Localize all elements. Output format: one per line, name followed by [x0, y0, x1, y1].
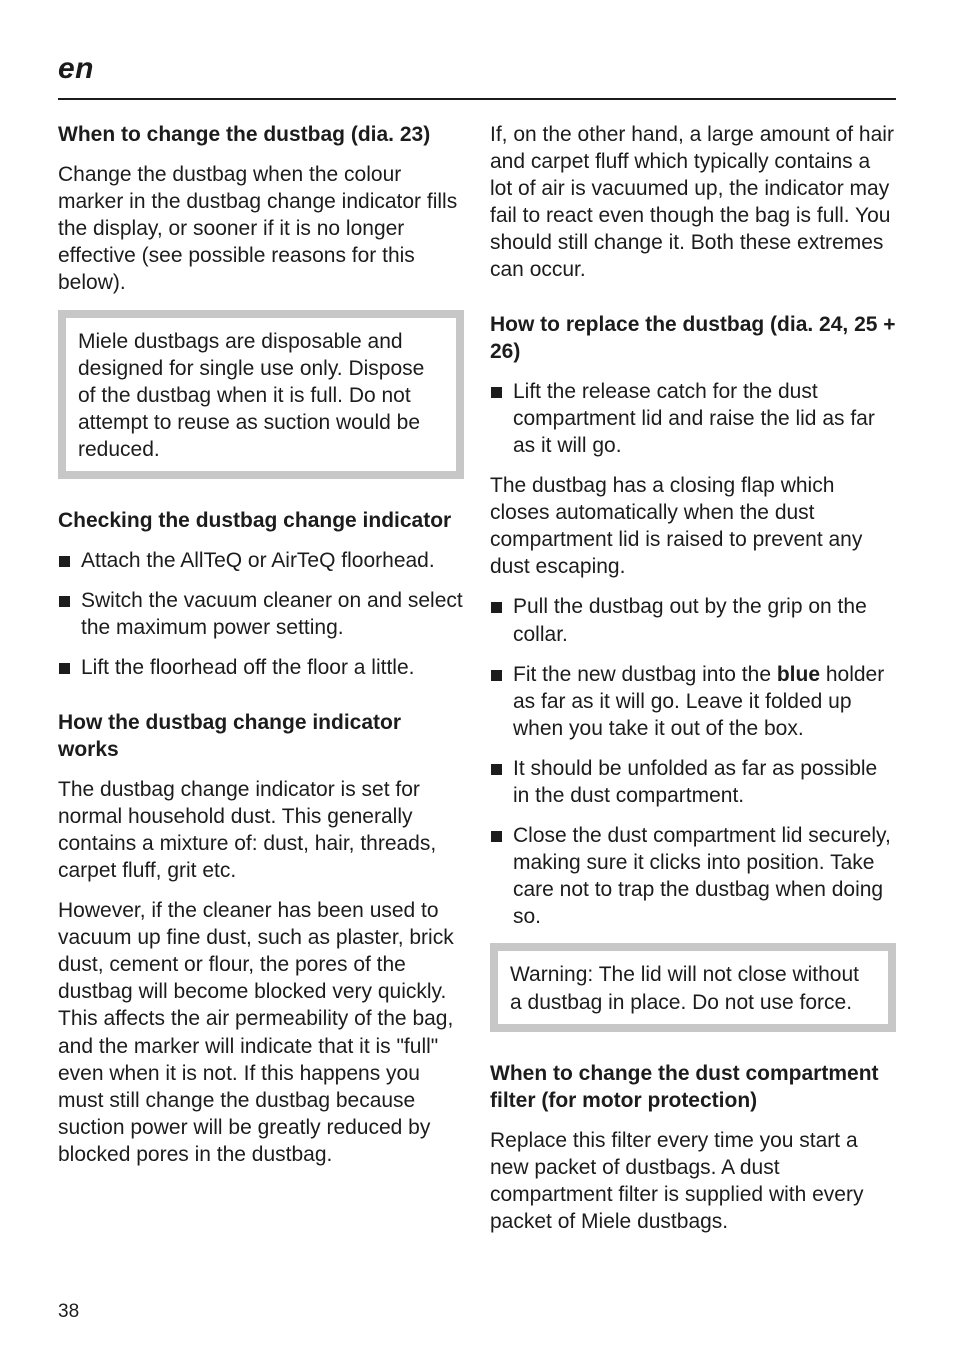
bullet-square-icon: [491, 831, 502, 842]
heading-dust-compartment-filter: When to change the dust compartment filter (for motor protection): [490, 1061, 879, 1112]
list-item: Lift the release catch for the dust compartment lid and raise the lid as far as it will go.: [490, 378, 896, 459]
list-item: Lift the floorhead off the floor a little.: [58, 654, 464, 681]
heading-checking-indicator: Checking the dustbag change indicator: [58, 509, 452, 533]
heading-how-to-replace: How to replace the dustbag (dia. 24, 25 + 26): [490, 312, 896, 363]
paragraph-closing-flap: The dustbag has a closing flap which closes automatically when the dust compartment lid is raised to prevent any dust escaping.: [490, 474, 863, 579]
list-item: Pull the dustbag out by the grip on the collar.: [490, 593, 896, 647]
paragraph-indicator-setting: The dustbag change indicator is set for normal household dust. This generally contains a mixture of: dust, hair, threads, carpet fluff, grit etc.: [58, 777, 437, 882]
paragraph-fine-dust: However, if the cleaner has been used to vacuum up fine dust, such as plaster, brick dust, cement or flour, the pores of the dustbag will become blocked very quickly. This affects the air permeability of the bag, and the marker will indicate that it is "full" even when it is not. If this happens you must still change the dustbag because suction power will be greatly reduced by blocked pores in the dustbag.: [58, 899, 454, 1166]
header-rule: [58, 98, 896, 100]
bold-text-blue: blue: [776, 662, 821, 686]
bullet-square-icon: [491, 387, 502, 398]
list-item: Switch the vacuum cleaner on and select the maximum power setting.: [58, 587, 464, 641]
paragraph-change-dustbag: Change the dustbag when the colour marker in the dustbag change indicator fills the display, or sooner if it is no longer effective (see possible reasons for this below).: [58, 163, 458, 295]
paragraph-replace-filter: Replace this filter every time you start a new packet of dustbags. A dust compartment filter is supplied with every packet of Miele dustbags.: [490, 1128, 864, 1234]
note-box: [58, 310, 464, 479]
bullet-square-icon: [491, 602, 502, 613]
heading-how-indicator-works: How the dustbag change indicator works: [58, 710, 402, 761]
list-item: Fit the new dustbag into the blue holder as far as it will go. Leave it folded up when you take it out of the box.: [490, 661, 896, 742]
bullet-square-icon: [491, 670, 502, 681]
list-item: Attach the AllTeQ or AirTeQ floorhead.: [58, 547, 464, 574]
paragraph-hair-fluff: If, on the other hand, a large amount of hair and carpet fluff which typically contains a lot of air is vacuumed up, the indicator may fail to react even though the bag is full. You should still change it. Both these extremes can occur.: [490, 123, 894, 282]
left-column: [58, 121, 464, 1181]
language-code: en: [58, 52, 95, 85]
bullet-square-icon: [59, 556, 70, 567]
list-item: It should be unfolded as far as possible in the dust compartment.: [490, 755, 896, 809]
bullet-square-icon: [59, 596, 70, 607]
note-text: Miele dustbags are disposable and designed for single use only. Dispose of the dustbag when it is full. Do not attempt to reuse as suction would be reduced.: [78, 329, 425, 461]
warning-text: Warning: The lid will not close without a dustbag in place. Do not use force.: [510, 963, 859, 1014]
bullet-square-icon: [59, 663, 70, 674]
page-number: 38: [58, 1301, 80, 1322]
heading-when-to-change-dustbag: When to change the dustbag (dia. 23): [58, 123, 431, 146]
right-column: [490, 121, 896, 1248]
list-item: Close the dust compartment lid securely, making sure it clicks into position. Take care not to trap the dustbag when doing so.: [490, 822, 896, 930]
warning-box: [490, 943, 896, 1031]
bullet-square-icon: [491, 764, 502, 775]
